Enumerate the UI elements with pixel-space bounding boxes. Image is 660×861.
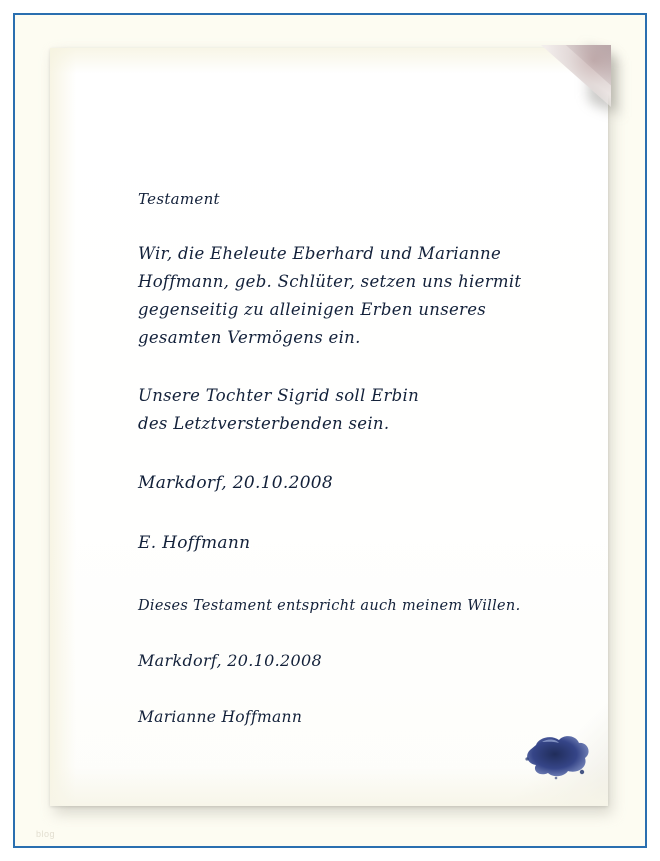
paragraph-clause-1 (138, 240, 558, 352)
scan-tint-left (50, 48, 76, 806)
text-line: Dieses Testament entspricht auch meinem Willen. (138, 598, 521, 614)
paragraph-signature-2 (138, 704, 558, 730)
text-line: E. Hoffmann (138, 533, 251, 553)
paragraph-clause-2 (138, 382, 558, 438)
torn-corner (541, 45, 611, 107)
paragraph-confirmation-note (138, 594, 558, 618)
torn-corner-edge (553, 45, 611, 97)
text-line: des Letztversterbenden sein. (138, 414, 390, 433)
handwritten-text-block (138, 188, 558, 730)
paragraph-place-date-2 (138, 648, 558, 674)
scan-tint-top (50, 48, 608, 74)
paragraph-title (138, 188, 558, 210)
watermark-label: blog (36, 829, 56, 839)
text-line: Wir, die Eheleute Eberhard und Marianne (138, 244, 502, 263)
text-line: Marianne Hoffmann (138, 708, 303, 726)
text-line: Testament (138, 190, 220, 208)
text-line: Markdorf, 20.10.2008 (138, 651, 322, 670)
text-line: Unsere Tochter Sigrid soll Erbin (138, 386, 420, 405)
text-line: Hoffmann, geb. Schlüter, setzen uns hiermit (138, 272, 522, 291)
text-line: Markdorf, 20.10.2008 (138, 473, 334, 493)
text-line: gegenseitig zu alleinigen Erben unseres (138, 300, 487, 319)
text-line: gesamten Vermögens ein. (138, 328, 361, 347)
document-sheet (50, 48, 608, 806)
paragraph-place-date-1 (138, 470, 558, 496)
paragraph-signature-1 (138, 530, 558, 556)
ink-blot-icon (522, 732, 594, 780)
